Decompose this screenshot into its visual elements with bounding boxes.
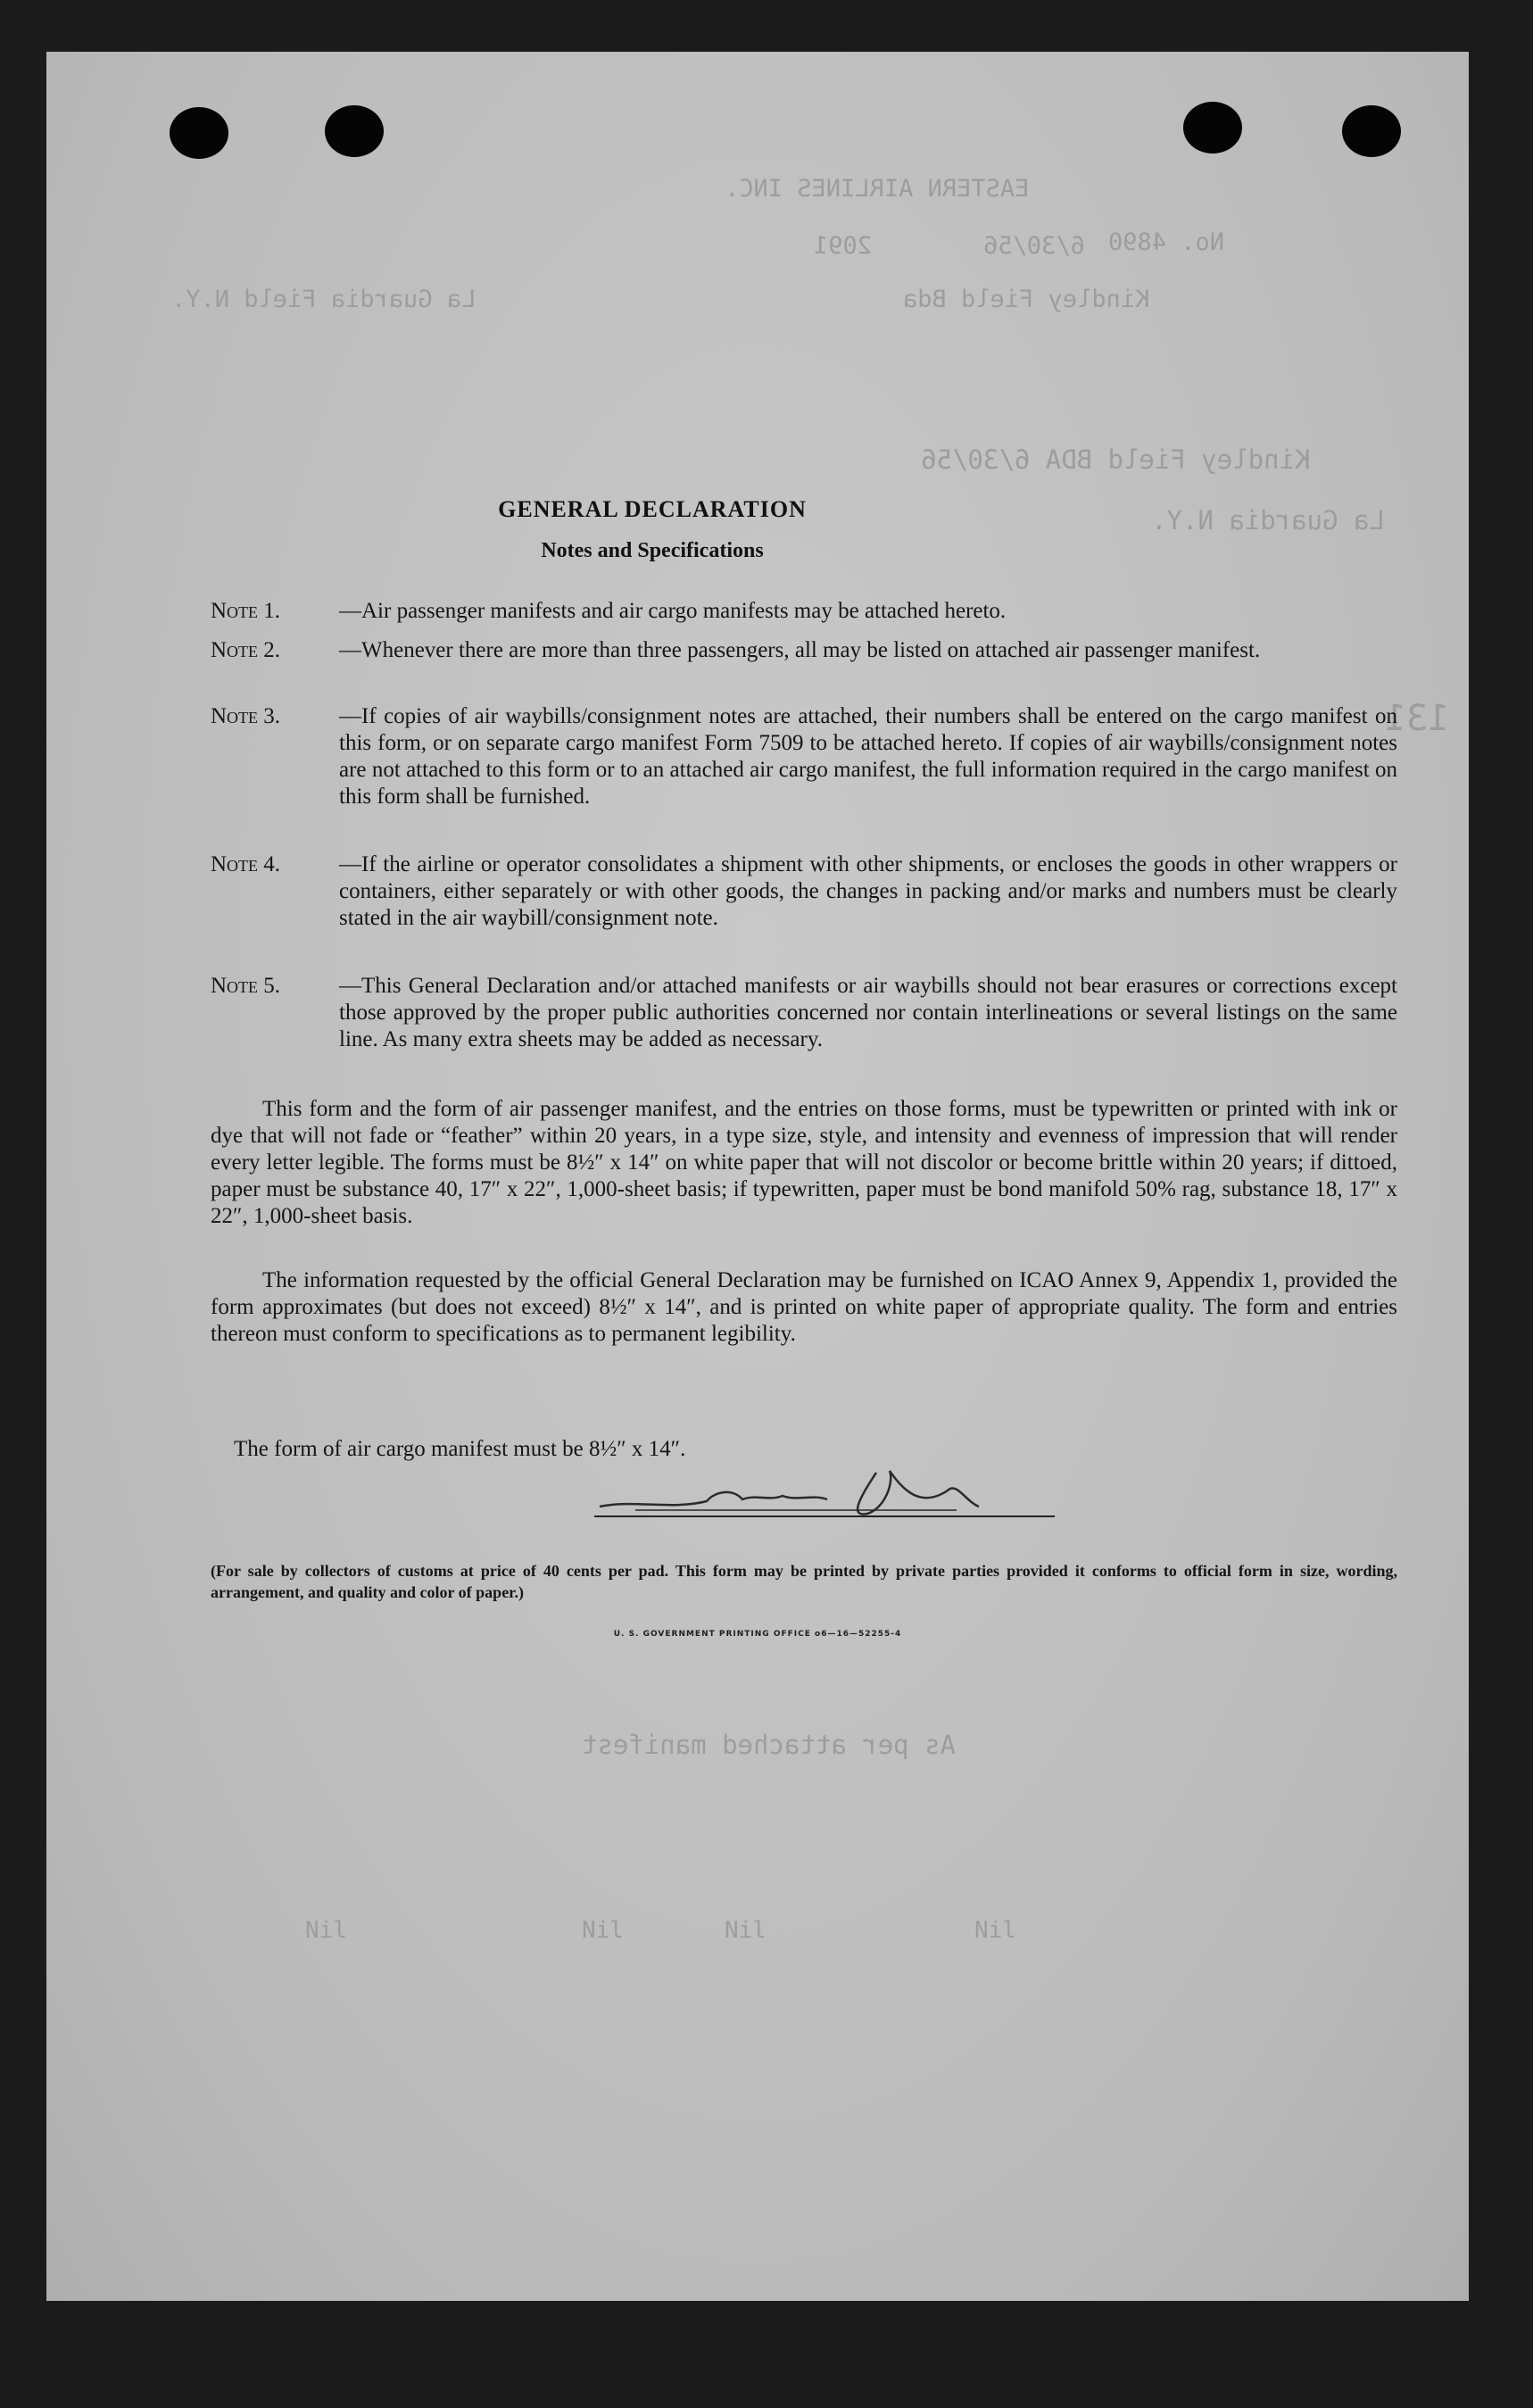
printer-imprint: U. S. GOVERNMENT PRINTING OFFICE o6—16—52255-4	[613, 1630, 902, 1639]
note-label: Note 4.	[211, 852, 281, 876]
page-title: GENERAL DECLARATION	[498, 496, 807, 522]
note-text: —This General Declaration and/or attached manifests or air waybills should not bear erasures or corrections except those approved by the proper public authorities concerned nor contain interlineations or several listings on the same line. As many extra sheets may be added as necessary.	[339, 974, 1397, 1051]
note-text: —Whenever there are more than three passengers, all may be listed on attached air passenger manifest.	[339, 638, 1261, 662]
bleed-nil: Nil	[725, 1917, 766, 1944]
bleed-side-number: 131	[1385, 698, 1450, 739]
note-label: Note 5.	[211, 974, 281, 998]
punch-hole	[325, 105, 384, 157]
bleed-signature-scrawl	[153, 2301, 689, 2408]
note-2	[211, 637, 1397, 664]
document-page	[46, 52, 1469, 2301]
signature-line	[594, 1515, 1055, 1517]
punch-hole	[1183, 102, 1242, 154]
note-label: Note 1.	[211, 599, 281, 623]
bleed-departure: Kindley Field Bda	[903, 286, 1150, 313]
note-label: Note 2.	[211, 638, 281, 662]
bleed-aircraft: 2091	[814, 232, 873, 260]
note-5	[211, 973, 1397, 1053]
bleed-manifest: As per attached manifest	[582, 1730, 957, 1760]
bleed-arrival-block-2: La Guardia N.Y.	[1151, 505, 1385, 536]
paragraph-form-requirements: This form and the form of air passenger manifest, and the entries on those forms, must be typewritten or printed with ink or dye that will not fade or “feather” within 20 years, in a type size, style, and intensity and evenness of impression that will render every letter legible. The forms must be 8½″ x 14″ on white paper that will not discolor or become brittle within 20 years; if dittoed, paper must be substance 40, 17″ x 22″, 1,000-sheet basis; if typewritten, paper must be bond manifold 50% rag, substance 18, 17″ x 22″, 1,000-sheet basis.	[211, 1097, 1397, 1228]
note-text: —If copies of air waybills/consignment notes are attached, their numbers shall be entered on the cargo manifest on this form, or on separate cargo manifest Form 7509 to be attached hereto. If copies of air waybills/consignment notes are not attached to this form or to an attached air cargo manifest, the full information required in the cargo manifest on this form shall be furnished.	[339, 704, 1397, 809]
page-subtitle: Notes and Specifications	[541, 539, 764, 562]
bleed-date: 6/30/56	[983, 232, 1085, 260]
bleed-carrier: EASTERN AIRLINES INC.	[725, 175, 1030, 203]
note-3	[211, 703, 1397, 810]
note-4	[211, 851, 1397, 932]
bleed-nil: Nil	[974, 1917, 1016, 1944]
note-text: —If the airline or operator consolidates a shipment with other shipments, or encloses the goods in other wrappers or containers, either separately or with other goods, the changes in packing and/or marks and numbers must be clearly stated in the air waybill/consignment note.	[339, 852, 1397, 930]
punch-hole	[170, 107, 228, 159]
note-1	[211, 598, 1397, 625]
bleed-flight: No. 4890	[1108, 228, 1225, 256]
bleed-nil: Nil	[582, 1917, 624, 1944]
cargo-manifest-note: The form of air cargo manifest must be 8½″ x 14″.	[234, 1437, 686, 1461]
note-label: Note 3.	[211, 704, 281, 728]
bleed-arrival: La Guardia Field N.Y.	[171, 286, 476, 313]
paragraph-icao: The information requested by the official General Declaration may be furnished on ICAO Annex 9, Appendix 1, provided the form approximates (but does not exceed) 8½″ x 14″, and is printed on white paper of appropriate quality. The form and entries thereon must conform to specifications as to permanent legibility.	[211, 1268, 1397, 1346]
note-text: —Air passenger manifests and air cargo manifests may be attached hereto.	[339, 599, 1007, 623]
sale-notice: (For sale by collectors of customs at price of 40 cents per pad. This form may be printed by private parties provided it conforms to official form in size, wording, arrangement, and quality and color of paper.)	[211, 1562, 1397, 1601]
bleed-arrival-block-1: Kindley Field BDA 6/30/56	[921, 444, 1311, 475]
bleed-nil: Nil	[305, 1917, 347, 1944]
punch-hole	[1342, 105, 1401, 157]
